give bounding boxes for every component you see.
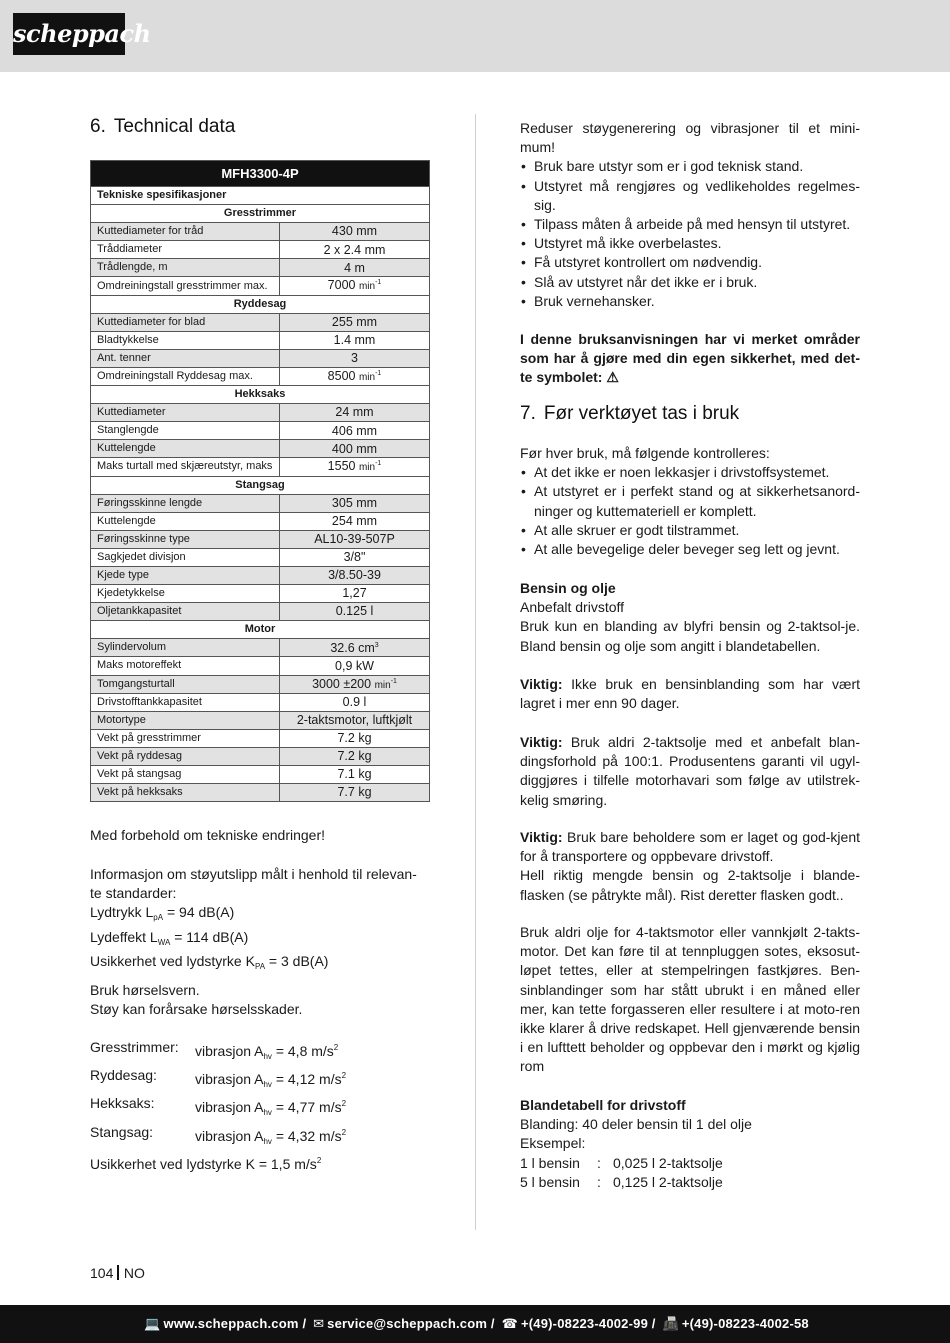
spec-label: Kuttediameter for blad bbox=[91, 313, 280, 331]
vibration-value: vibrasjon $A_{hv} = 4,8$ $m/s^2$ bbox=[195, 1043, 339, 1061]
vibration-label: Stangsag: bbox=[90, 1123, 154, 1140]
list-item: • Bruk bare utstyr som er i god teknisk stand. bbox=[520, 157, 860, 176]
spec-row bbox=[91, 313, 430, 331]
spec-row bbox=[91, 675, 430, 693]
section-6-title bbox=[90, 116, 235, 138]
spec-label: Kjede type bbox=[91, 566, 280, 584]
spec-value-text: 1.4 mm bbox=[333, 333, 376, 348]
ear-line-1: Bruk hørselsvern. bbox=[90, 982, 200, 998]
sound-pressure: Lydtrykk $L_{pA} = 94$ dB(A) bbox=[90, 904, 235, 923]
vibration-row bbox=[90, 1066, 435, 1094]
note-oil-ratio: Viktig: Bruk aldri 2-taktsolje med et anbefalt blan-dingsforhold på 100:1. Produsentens garanti vil ugyl-diggjøres i tilfelle motorhavari som følge av utilstrek-kelig smøring. bbox=[520, 734, 860, 808]
spec-value bbox=[280, 512, 430, 530]
spec-superscript: -1 bbox=[375, 369, 382, 377]
spec-value bbox=[280, 277, 430, 295]
spec-value bbox=[280, 259, 430, 277]
spec-row bbox=[91, 277, 430, 295]
spec-value bbox=[280, 440, 430, 458]
spec-label: Sylindervolum bbox=[91, 639, 280, 657]
page-separator bbox=[117, 1265, 119, 1280]
spec-label: Kuttediameter for tråd bbox=[91, 223, 280, 241]
spec-value-text: 3000 ±200 bbox=[312, 676, 372, 691]
spec-value-text: 7.7 kg bbox=[337, 785, 372, 800]
fuel-recommended: Anbefalt drivstoff bbox=[520, 599, 625, 616]
spec-group-header: Motor bbox=[91, 621, 430, 639]
spec-label: Drivstofftankkapasitet bbox=[91, 693, 280, 711]
list-item: • Bruk vernehansker. bbox=[520, 292, 860, 311]
spec-label: Føringsskinne lengde bbox=[91, 494, 280, 512]
oil-warning: Bruk aldri olje for 4-taktsmotor eller vannkjølt 2-takts-motor. Det kan føre til at tennpluggen sotes, eksosut-løpet tettes, eller at stempelringen fastkjøres. Ben-sinblandinger som har stått ubrukt i en måned eller mer, kan tette forgasseren eller resultere i at moto-ren ikke klarer å drive redskapet. Hell gjenværende bensin i en lufttett beholder og oppbevar den i mørkt og kjølig rom bbox=[520, 924, 860, 1075]
mix-row bbox=[520, 1173, 860, 1192]
spec-label: Maks motoreffekt bbox=[91, 657, 280, 675]
spec-value-text: 24 mm bbox=[335, 405, 374, 420]
model-header: MFH3300-4P bbox=[91, 161, 430, 187]
spec-superscript: 3 bbox=[374, 641, 379, 649]
mix-table-section bbox=[520, 1096, 860, 1192]
section-title-text: Før verktøyet tas i bruk bbox=[543, 403, 740, 424]
section-number: 6. bbox=[90, 116, 106, 137]
mix-fuel: 5 l bensin bbox=[520, 1173, 580, 1190]
spec-value-text: 0,9 kW bbox=[335, 658, 374, 673]
spec-row bbox=[91, 729, 430, 747]
list-item: • At det ikke er noen lekkasjer i drivstoffsystemet. bbox=[520, 463, 860, 482]
vibration-row bbox=[90, 1094, 435, 1122]
technical-data-table bbox=[90, 160, 430, 802]
safety-symbol-note: I denne bruksanvisningen har vi merket områder som har å gjøre med din egen sikkerhet, med det-te symbolet: ⚠ bbox=[520, 331, 860, 386]
spec-row bbox=[91, 367, 430, 385]
vibration-value: vibrasjon $A_{hv} = 4,12$ $m/s^2$ bbox=[195, 1071, 347, 1090]
spec-label: Vekt på stangsag bbox=[91, 766, 280, 784]
spec-label: Maks turtall med skjæreutstyr, maks bbox=[91, 458, 280, 476]
spec-row bbox=[91, 603, 430, 621]
mix-oil: 0,025 l 2-taktsolje bbox=[613, 1154, 723, 1171]
spec-value bbox=[280, 494, 430, 512]
spec-value-text: AL10-39-507P bbox=[314, 532, 395, 547]
spec-value bbox=[280, 566, 430, 584]
spec-value-text: 1550 bbox=[327, 459, 356, 474]
mail-icon: ✉ bbox=[313, 1316, 325, 1331]
noise-intro-line-1: Informasjon om støyutslipp målt i henhold til relevan- bbox=[90, 866, 417, 882]
spec-group-header: Gresstrimmer bbox=[91, 205, 430, 223]
list-item: • At alle bevegelige deler beveger seg lett og jevnt. bbox=[520, 540, 860, 559]
sound-power: Lydeffekt $L_{WA} = 114$ dB(A) bbox=[90, 928, 249, 947]
spec-row bbox=[91, 585, 430, 603]
fuel-heading: Bensin og olje bbox=[520, 580, 616, 596]
spec-label: Kuttediameter bbox=[91, 404, 280, 422]
spec-value-text: 7000 bbox=[327, 278, 356, 293]
vibration-value: vibrasjon $A_{hv} = 4,32$ $m/s^2$ bbox=[195, 1127, 347, 1146]
spec-superscript: -1 bbox=[375, 279, 382, 287]
spec-value-text: 7.2 kg bbox=[337, 731, 372, 746]
spec-value bbox=[280, 458, 430, 476]
list-item: • Tilpass måten å arbeide på med hensyn til utstyret. bbox=[520, 215, 860, 234]
spec-label: Omdreiningstall gresstrimmer max. bbox=[91, 277, 280, 295]
note-containers: Viktig: Bruk bare beholdere som er laget og god-kjent for å transportere og oppbevare drivstoff. Hell riktig mengde bensin og 2-taktsolje i blande-flasken (se påtrykte mål). Rist deretter flasken godt.. bbox=[520, 828, 860, 905]
mix-sep: : bbox=[597, 1173, 601, 1190]
spec-value bbox=[280, 603, 430, 621]
spec-label: Vekt på hekksaks bbox=[91, 784, 280, 802]
list-item: • Slå av utstyret når det ikke er i bruk. bbox=[520, 273, 860, 292]
spec-value bbox=[280, 223, 430, 241]
header-band bbox=[0, 0, 950, 72]
spec-row bbox=[91, 566, 430, 584]
list-item: • At alle skruer er godt tilstrammet. bbox=[520, 521, 860, 540]
vibration-values bbox=[90, 1038, 435, 1174]
fax-icon: 📠 bbox=[662, 1316, 679, 1331]
spec-value-text: 7.2 kg bbox=[337, 749, 372, 764]
spec-value-text: 3/8" bbox=[343, 550, 366, 565]
list-item: • Utstyret må rengjøres og vedlikeholdes regelmes-sig. bbox=[520, 177, 860, 215]
spec-value bbox=[280, 711, 430, 729]
spec-row bbox=[91, 766, 430, 784]
computer-icon: 💻 bbox=[144, 1316, 161, 1331]
vibration-label: Hekksaks: bbox=[90, 1095, 155, 1112]
spec-value-text: 8500 bbox=[327, 369, 356, 384]
spec-value bbox=[280, 766, 430, 784]
note-storage: Viktig: Ikke bruk en bensinblanding som har vært lagret i mer enn 90 dager. bbox=[520, 676, 860, 712]
vibration-row bbox=[90, 1038, 435, 1066]
spec-value-text: 1,27 bbox=[342, 586, 367, 601]
spec-label: Ant. tenner bbox=[91, 349, 280, 367]
spec-row bbox=[91, 241, 430, 259]
mix-row bbox=[520, 1154, 860, 1173]
spec-label: Oljetankkapasitet bbox=[91, 603, 280, 621]
spec-label: Motortype bbox=[91, 711, 280, 729]
spec-label: Kjedetykkelse bbox=[91, 585, 280, 603]
spec-row bbox=[91, 512, 430, 530]
spec-label: Tomgangsturtall bbox=[91, 675, 280, 693]
spec-label: Stanglengde bbox=[91, 422, 280, 440]
spec-value bbox=[280, 404, 430, 422]
mix-heading: Blandetabell for drivstoff bbox=[520, 1097, 686, 1113]
vibration-uncertainty: Usikkerhet ved lydstyrke K = 1,5 $m/s^2$ bbox=[90, 1155, 322, 1172]
section-title-text: Technical data bbox=[113, 116, 236, 137]
hearing-protection-note bbox=[90, 981, 435, 1019]
spec-label: Trådlengde, m bbox=[91, 259, 280, 277]
spec-unit: min bbox=[358, 281, 376, 293]
spec-value bbox=[280, 331, 430, 349]
page-number-value: 104 bbox=[90, 1265, 114, 1281]
spec-row bbox=[91, 784, 430, 802]
spec-label: Tråddiameter bbox=[91, 241, 280, 259]
scheppach-logo: scheppach bbox=[13, 13, 125, 55]
footer-fax: +(49)-08223-4002-58 bbox=[681, 1316, 809, 1331]
spec-value-text: 3 bbox=[351, 351, 358, 366]
spec-value bbox=[280, 729, 430, 747]
page-number bbox=[90, 1265, 145, 1281]
spec-row bbox=[91, 711, 430, 729]
mix-ratio: Blanding: 40 deler bensin til 1 del olje bbox=[520, 1116, 752, 1133]
spec-label: Kuttelengde bbox=[91, 512, 280, 530]
spec-value-text: 254 mm bbox=[331, 513, 378, 528]
mix-sep: : bbox=[597, 1154, 601, 1171]
mix-example-label: Eksempel: bbox=[520, 1135, 586, 1152]
spec-row bbox=[91, 494, 430, 512]
spec-row bbox=[91, 349, 430, 367]
spec-value bbox=[280, 548, 430, 566]
footer-email-link[interactable]: service@scheppach.com bbox=[327, 1316, 488, 1331]
spec-label: Vekt på ryddesag bbox=[91, 747, 280, 765]
spec-value bbox=[280, 784, 430, 802]
spec-unit: min bbox=[358, 372, 376, 384]
spec-value bbox=[280, 422, 430, 440]
phone-icon: ☎ bbox=[501, 1316, 518, 1331]
mixing-bottle-note: Hell riktig mengde bensin og 2-taktsolje i blande-flasken (se påtrykte mål). Rist deretter flasken godt.. bbox=[520, 867, 860, 903]
spec-value bbox=[280, 241, 430, 259]
pre-use-checks bbox=[520, 444, 860, 559]
list-item: • Få utstyret kontrollert om nødvendig. bbox=[520, 253, 860, 272]
noise-reduction-list bbox=[520, 157, 860, 311]
list-item: • Utstyret må ikke overbelastes. bbox=[520, 234, 860, 253]
vibration-row bbox=[90, 1123, 435, 1151]
list-item: • At utstyret er i perfekt stand og at sikkerhetsanord-ninger og kuttemateriell er komplett. bbox=[520, 482, 860, 520]
sound-uncertainty: Usikkerhet ved lydstyrke $K_{PA} = 3$ dB(A) bbox=[90, 952, 329, 971]
note-label: Viktig: bbox=[520, 676, 563, 692]
spec-value-text: 255 mm bbox=[331, 314, 378, 329]
column-divider bbox=[475, 114, 476, 1230]
spec-row bbox=[91, 639, 430, 657]
spec-row bbox=[91, 331, 430, 349]
spec-label: Bladtykkelse bbox=[91, 331, 280, 349]
spec-value-text: 4 m bbox=[344, 260, 365, 275]
spec-group-header: Stangsag bbox=[91, 476, 430, 494]
spec-value-text: 2 x 2.4 mm bbox=[323, 242, 386, 257]
spec-value-text: 406 mm bbox=[331, 423, 378, 438]
spec-label: Kuttelengde bbox=[91, 440, 280, 458]
spec-value-text: 3/8.50-39 bbox=[328, 568, 381, 583]
spec-value bbox=[280, 349, 430, 367]
spec-row bbox=[91, 259, 430, 277]
spec-row bbox=[91, 747, 430, 765]
vibration-label: Gresstrimmer: bbox=[90, 1039, 179, 1055]
spec-label: Vekt på gresstrimmer bbox=[91, 729, 280, 747]
spec-value-text: 7.1 kg bbox=[337, 767, 372, 782]
spec-value bbox=[280, 675, 430, 693]
spec-row bbox=[91, 693, 430, 711]
spec-value-text: 400 mm bbox=[331, 441, 378, 456]
spec-value bbox=[280, 585, 430, 603]
spec-value bbox=[280, 693, 430, 711]
spec-unit: min bbox=[374, 679, 391, 691]
noise-reduction-block bbox=[520, 119, 860, 311]
fuel-mix-instructions: Bruk kun en blanding av blyfri bensin og 2-taktsol-je. Bland bensin og olje som angitt i blandetabellen. bbox=[520, 618, 860, 654]
spec-value-text: 2-taktsmotor, luftkjølt bbox=[296, 713, 413, 728]
noise-info bbox=[90, 865, 435, 976]
spec-superscript: -1 bbox=[390, 677, 397, 685]
note-label: Viktig: bbox=[520, 734, 563, 750]
spec-row bbox=[91, 223, 430, 241]
section-7-title bbox=[520, 403, 739, 425]
reserve-note: Med forbehold om tekniske endringer! bbox=[90, 827, 326, 843]
spec-value-text: 32.6 cm bbox=[330, 640, 375, 655]
spec-value-text: 0.125 l bbox=[335, 604, 374, 619]
spec-value bbox=[280, 657, 430, 675]
spec-row bbox=[91, 657, 430, 675]
vibration-value: vibrasjon $A_{hv} = 4,77$ $m/s^2$ bbox=[195, 1099, 347, 1118]
spec-value bbox=[280, 367, 430, 385]
note-label: Viktig: bbox=[520, 829, 563, 845]
page-language: NO bbox=[123, 1265, 145, 1281]
spec-superscript: -1 bbox=[375, 460, 382, 468]
spec-group-header: Ryddesag bbox=[91, 295, 430, 313]
section-number: 7. bbox=[520, 403, 536, 424]
checks-intro: Før hver bruk, må følgende kontrolleres: bbox=[520, 445, 770, 461]
spec-row bbox=[91, 422, 430, 440]
spec-label: Omdreiningstall Ryddesag max. bbox=[91, 367, 280, 385]
fuel-section bbox=[520, 579, 860, 656]
noise-intro-line-2: te standarder: bbox=[90, 885, 177, 902]
spec-subhead: Tekniske spesifikasjoner bbox=[91, 187, 430, 205]
checks-list bbox=[520, 463, 860, 559]
spec-row bbox=[91, 548, 430, 566]
mix-fuel: 1 l bensin bbox=[520, 1154, 580, 1171]
spec-row bbox=[91, 458, 430, 476]
spec-row bbox=[91, 440, 430, 458]
footer-phone[interactable]: +(49)-08223-4002-99 bbox=[520, 1316, 648, 1331]
ear-line-2: Støy kan forårsake hørselsskader. bbox=[90, 1001, 303, 1018]
footer-website-link[interactable]: www.scheppach.com bbox=[163, 1316, 299, 1331]
spec-value bbox=[280, 530, 430, 548]
spec-value-text: 430 mm bbox=[331, 224, 378, 239]
mix-oil: 0,125 l 2-taktsolje bbox=[613, 1173, 723, 1190]
spec-value bbox=[280, 747, 430, 765]
spec-label: Sagkjedet divisjon bbox=[91, 548, 280, 566]
footer-bar: 💻 www.scheppach.com / ✉ service@scheppach.com / ☎ +(49)-08223-4002-99 / 📠 +(49)-08223-4002-58 bbox=[0, 1305, 950, 1343]
spec-group-header: Hekksaks bbox=[91, 386, 430, 404]
spec-value bbox=[280, 639, 430, 657]
spec-label: Føringsskinne type bbox=[91, 530, 280, 548]
vibration-label: Ryddesag: bbox=[90, 1067, 157, 1084]
spec-value-text: 0.9 l bbox=[342, 694, 367, 709]
spec-value-text: 305 mm bbox=[331, 495, 378, 510]
spec-row bbox=[91, 404, 430, 422]
spec-row bbox=[91, 530, 430, 548]
noise-reduction-intro: Reduser støygenerering og vibrasjoner til et mini-mum! bbox=[520, 120, 860, 156]
spec-value bbox=[280, 313, 430, 331]
spec-unit: min bbox=[358, 462, 376, 474]
